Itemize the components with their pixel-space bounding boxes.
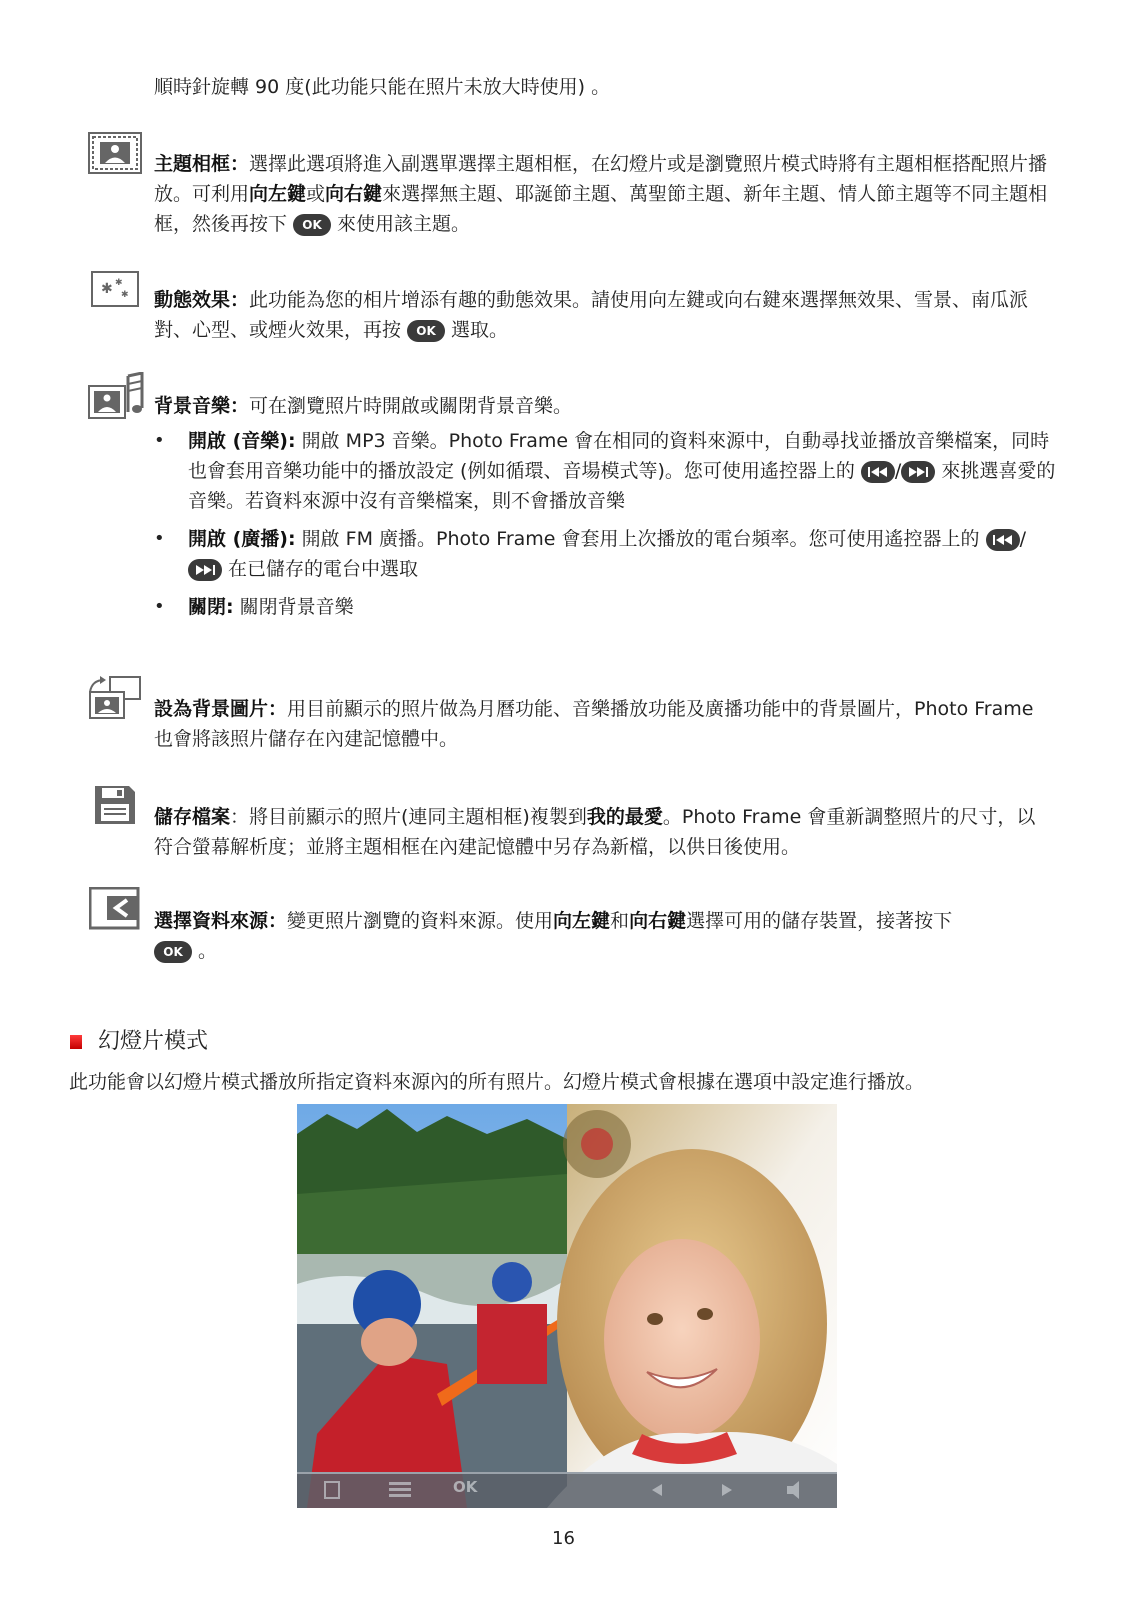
section-bullet bbox=[70, 1035, 82, 1049]
previous-track-icon bbox=[861, 461, 895, 483]
save-file-paragraph: 儲存檔案：將目前顯示的照片(連同主題相框)複製到我的最愛。Photo Frame 會重新調整照片的尺寸，以符合螢幕解析度；並將主題相框在內建記憶體中另存為新檔，以供日後使用。 bbox=[154, 806, 1036, 858]
theme-frame-title: 主題相框： bbox=[154, 153, 250, 175]
ok-button-icon: OK bbox=[154, 941, 192, 963]
motion-effect-icon bbox=[91, 271, 139, 311]
select-source-icon bbox=[89, 887, 141, 935]
ok-button-icon: OK bbox=[407, 320, 445, 342]
background-music-paragraph: 背景音樂：可在瀏覽照片時開啟或關閉背景音樂。 bbox=[154, 395, 573, 417]
next-track-icon bbox=[901, 461, 935, 483]
list-item: • 關閉: 關閉背景音樂 bbox=[152, 592, 1057, 622]
background-music-icon bbox=[88, 372, 144, 426]
svg-text:✱: ✱ bbox=[115, 278, 123, 288]
section-title: 幻燈片模式 bbox=[98, 1029, 209, 1054]
list-item: • 開啟 (廣播): 開啟 FM 廣播。Photo Frame 會套用上次播放的電台頻率。您可使用遙控器上的 / 在已儲存的電台中選取 bbox=[152, 524, 1057, 584]
select-source-paragraph: 選擇資料來源：變更照片瀏覽的資料來源。使用向左鍵和向右鍵選擇可用的儲存裝置，接著按下 OK 。 bbox=[154, 910, 953, 962]
slideshow-photo bbox=[297, 1104, 837, 1508]
theme-frame-paragraph: 主題相框：選擇此選項將進入副選單選擇主題相框，在幻燈片或是瀏覽照片模式時將有主題相框搭配照片播放。可利用向左鍵或向右鍵來選擇無主題、耶誕節主題、萬聖節主題、新年主題、情人節主題等不同主題相框，然後再按下 OK 來使用該主題。 bbox=[154, 153, 1048, 235]
next-track-icon bbox=[188, 559, 222, 581]
page-number: 16 bbox=[552, 1528, 575, 1549]
theme-frame-icon bbox=[88, 132, 142, 178]
svg-text:✱: ✱ bbox=[121, 290, 129, 300]
photo-toolbar-ok: OK bbox=[453, 1478, 478, 1496]
save-file-title: 儲存檔案 bbox=[154, 806, 231, 828]
save-file-icon bbox=[93, 784, 137, 830]
svg-text:✱: ✱ bbox=[101, 281, 113, 297]
select-source-title: 選擇資料來源： bbox=[154, 910, 288, 932]
section-text: 此功能會以幻燈片模式播放所指定資料來源內的所有照片。幻燈片模式會根據在選項中設定進行播放。 bbox=[69, 1071, 925, 1093]
top-line: 順時針旋轉 90 度(此功能只能在照片未放大時使用) 。 bbox=[154, 76, 611, 98]
motion-effect-paragraph: 動態效果：此功能為您的相片增添有趣的動態效果。請使用向左鍵或向右鍵來選擇無效果、雪景、南瓜派對、心型、或煙火效果，再按 OK 選取。 bbox=[154, 289, 1029, 341]
set-background-title: 設為背景圖片： bbox=[154, 698, 288, 720]
background-music-title: 背景音樂： bbox=[154, 395, 250, 417]
set-background-paragraph: 設為背景圖片：用目前顯示的照片做為月曆功能、音樂播放功能及廣播功能中的背景圖片，Photo Frame 也會將該照片儲存在內建記憶體中。 bbox=[154, 698, 1034, 750]
list-item: • 開啟 (音樂): 開啟 MP3 音樂。Photo Frame 會在相同的資料來源中，自動尋找並播放音樂檔案，同時也會套用音樂功能中的播放設定 (例如循環、音場模式等)。您可使用遙控器上的 / 來挑選喜愛的音樂。若資料來源中沒有音樂檔案，則不會播放音樂 bbox=[152, 426, 1057, 516]
motion-effect-title: 動態效果： bbox=[154, 289, 250, 311]
previous-track-icon bbox=[986, 529, 1020, 551]
set-background-icon bbox=[86, 676, 142, 724]
ok-button-icon: OK bbox=[293, 214, 331, 236]
background-music-options bbox=[152, 426, 1057, 630]
